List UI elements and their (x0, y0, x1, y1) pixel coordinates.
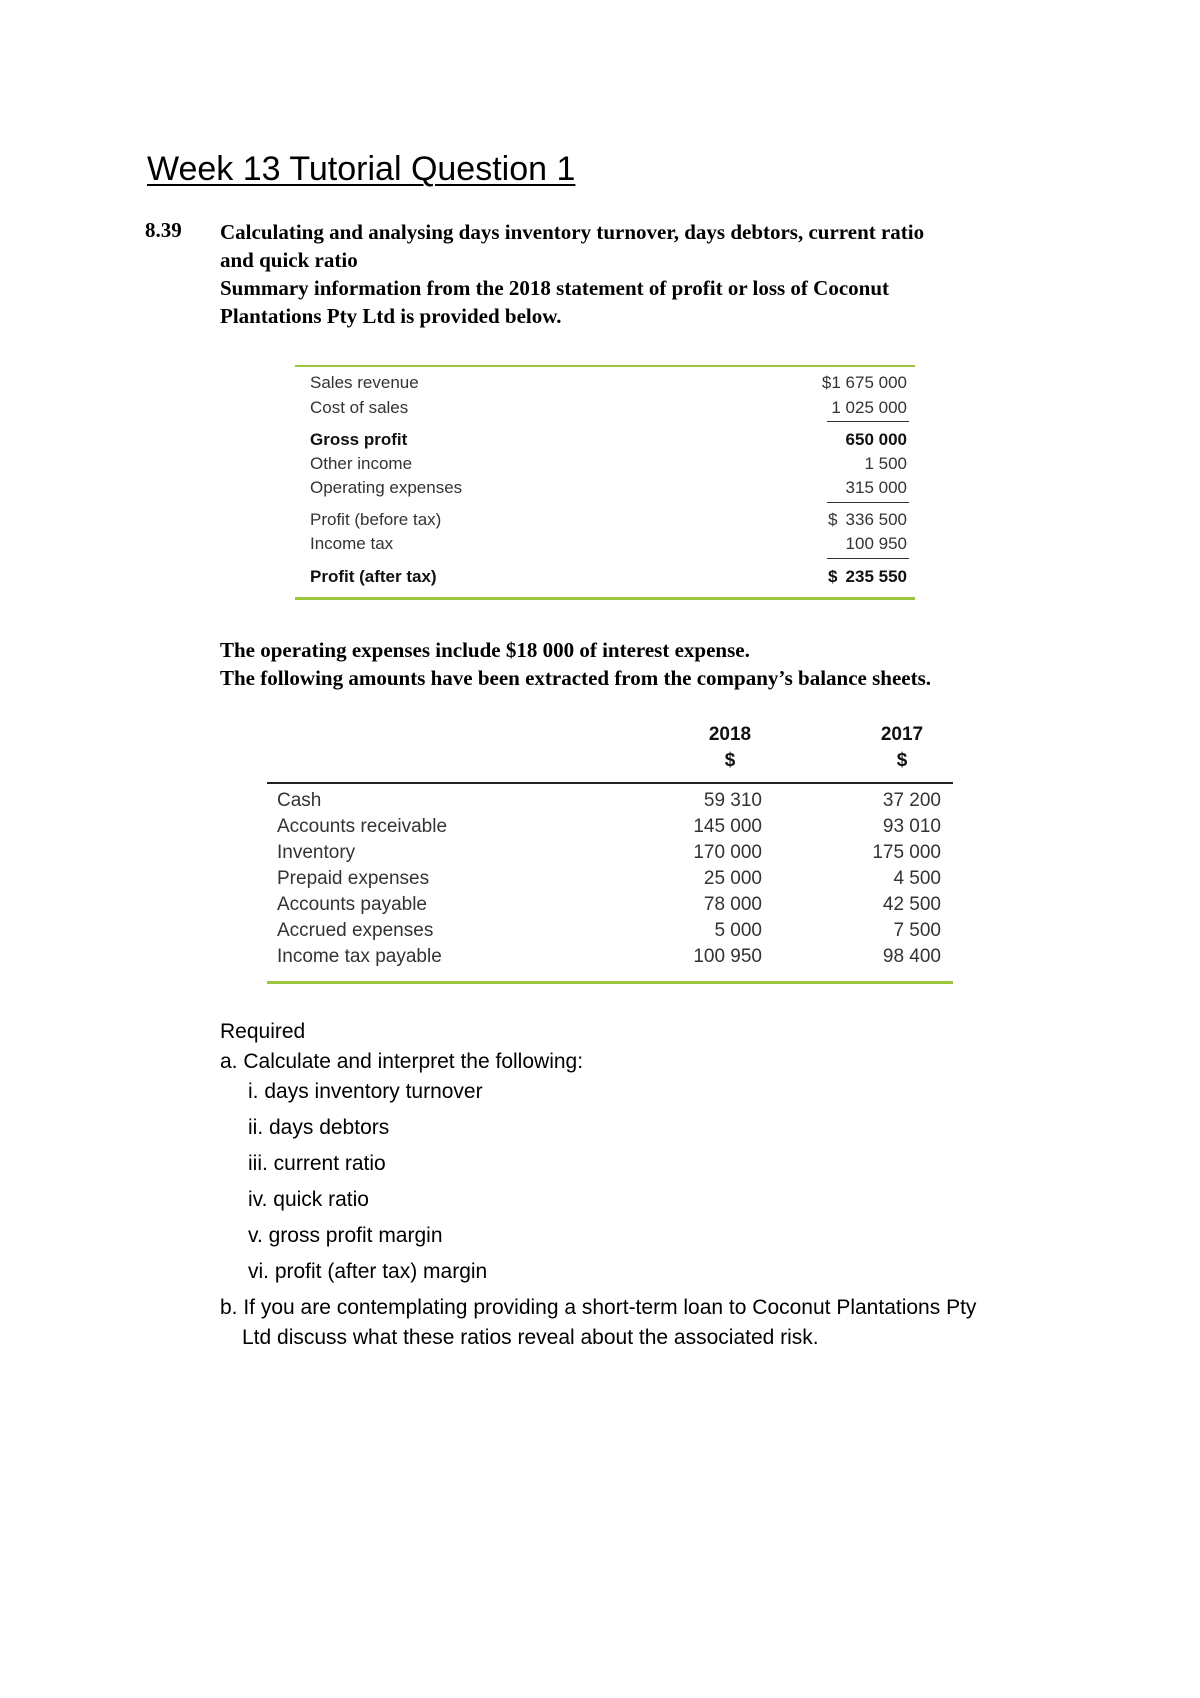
value-2017: 93 010 (882, 816, 941, 837)
required-part-b: b. If you are contemplating providing a short-term loan to Coconut Plantations Pty (220, 1296, 977, 1319)
row-value: 650 000 (845, 430, 907, 449)
table-row (277, 790, 943, 816)
value-2018: 25 000 (703, 868, 762, 889)
column-year: 2017 (880, 724, 924, 745)
row-label: Accounts receivable (277, 816, 448, 837)
page-title: Week 13 Tutorial Question 1 (147, 150, 576, 188)
question-line: Plantations Pty Ltd is provided below. (220, 304, 562, 328)
required-part-a: a. Calculate and interpret the following: (220, 1050, 584, 1073)
paragraph: The operating expenses include $18 000 of interest expense. (220, 638, 750, 662)
row-label: Income tax (310, 534, 394, 553)
table-row (277, 842, 943, 868)
column-year: 2018 (708, 724, 752, 745)
row-value: $1 675 000 (821, 373, 907, 392)
list-item: iii. current ratio (248, 1152, 386, 1175)
row-label: Accounts payable (277, 894, 427, 915)
question-line: Calculating and analysing days inventory turnover, days debtors, current ratio (220, 220, 925, 244)
required-heading: Required (220, 1020, 306, 1043)
row-label: Cash (277, 790, 322, 811)
row-label: Cost of sales (310, 398, 409, 417)
value-2017: 37 200 (882, 790, 941, 811)
table-row (310, 478, 907, 500)
column-unit: $ (724, 750, 736, 771)
column-unit: $ (896, 750, 908, 771)
row-label: Profit (before tax) (310, 510, 442, 529)
table-bottom-rule (267, 981, 953, 984)
value-2018: 59 310 (703, 790, 762, 811)
row-label: Other income (310, 454, 413, 473)
income-statement-table (295, 365, 915, 600)
table-row (310, 510, 907, 532)
value-2017: 98 400 (882, 946, 941, 967)
row-value: 336 500 (845, 510, 907, 529)
value-2018: 145 000 (693, 816, 762, 837)
table-row (310, 430, 907, 452)
row-label: Profit (after tax) (310, 567, 437, 586)
question-line: Summary information from the 2018 statement of profit or loss of Coconut (220, 276, 890, 300)
value-2017: 4 500 (893, 868, 941, 889)
currency-symbol: $ (828, 567, 838, 586)
list-item: i. days inventory turnover (248, 1080, 483, 1103)
row-label: Prepaid expenses (277, 868, 430, 889)
value-2017: 7 500 (893, 920, 941, 941)
table-row (310, 567, 907, 589)
row-label: Income tax payable (277, 946, 442, 967)
column-header-2017 (852, 722, 952, 774)
table-row (310, 454, 907, 476)
question-text (220, 218, 1080, 330)
row-value: 1 025 000 (831, 398, 907, 417)
row-value: 315 000 (845, 478, 907, 497)
question-number: 8.39 (145, 218, 182, 242)
subtotal-rule (827, 558, 909, 559)
question-line: and quick ratio (220, 248, 358, 272)
value-2017: 175 000 (872, 842, 941, 863)
row-label: Sales revenue (310, 373, 419, 392)
value-2018: 100 950 (693, 946, 762, 967)
list-item: iv. quick ratio (248, 1188, 369, 1211)
row-value: 100 950 (845, 534, 907, 553)
row-value: 1 500 (864, 454, 907, 473)
paragraph: The following amounts have been extracted from the company’s balance sheets. (220, 666, 932, 690)
table-row (310, 534, 907, 556)
table-row (277, 946, 943, 972)
table-row (310, 373, 907, 395)
column-header-2018 (680, 722, 780, 774)
table-top-rule (295, 365, 915, 367)
balance-sheet-table (267, 722, 953, 984)
table-row (277, 894, 943, 920)
row-label: Accrued expenses (277, 920, 434, 941)
table-row (277, 868, 943, 894)
list-item: v. gross profit margin (248, 1224, 443, 1247)
header-rule (267, 782, 953, 784)
row-label: Gross profit (310, 430, 408, 449)
row-value: 235 550 (845, 567, 907, 586)
value-2017: 42 500 (882, 894, 941, 915)
value-2018: 5 000 (714, 920, 762, 941)
value-2018: 78 000 (703, 894, 762, 915)
table-row (277, 816, 943, 842)
table-row (277, 920, 943, 946)
list-item: ii. days debtors (248, 1116, 390, 1139)
subtotal-rule (827, 502, 909, 503)
table-row (310, 398, 907, 420)
list-item: vi. profit (after tax) margin (248, 1260, 488, 1283)
value-2018: 170 000 (693, 842, 762, 863)
currency-symbol: $ (828, 510, 838, 529)
required-part-b-continued: Ltd discuss what these ratios reveal about the associated risk. (242, 1326, 819, 1349)
row-label: Operating expenses (310, 478, 463, 497)
row-label: Inventory (277, 842, 356, 863)
table-bottom-rule (295, 597, 915, 600)
subtotal-rule (827, 421, 909, 422)
